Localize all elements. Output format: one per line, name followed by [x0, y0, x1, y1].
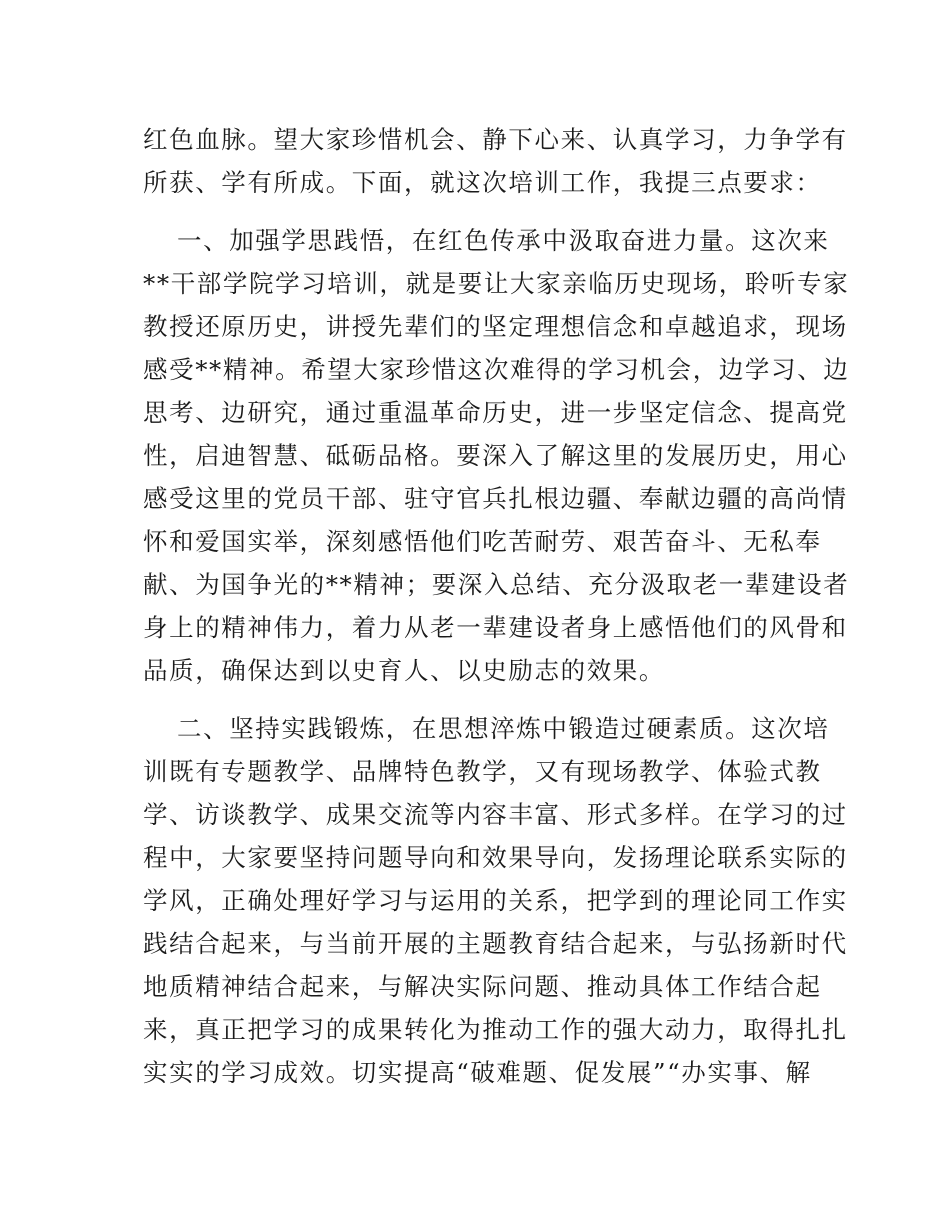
text-line: 践结合起来，与当前开展的主题教育结合起来，与弘扬新时代: [143, 929, 848, 958]
text-line: 训既有专题教学、品牌特色教学，又有现场教学、体验式教: [143, 757, 822, 786]
text-line: 性，启迪智慧、砥砺品格。要深入了解这里的发展历史，用心: [143, 441, 848, 470]
text-line: 怀和爱国实举，深刻感悟他们吃苦耐劳、艰苦奋斗、无私奉: [143, 527, 822, 556]
text-line: 红色血脉。望大家珍惜机会、静下心来、认真学习，力争学有: [143, 125, 848, 154]
text-line: 学风，正确处理好学习与运用的关系，把学到的理论同工作实: [143, 886, 848, 915]
text-line: 身上的精神伟力，着力从老一辈建设者身上感悟他们的风骨和: [143, 613, 848, 642]
text-line: 品质，确保达到以史育人、以史励志的效果。: [143, 656, 665, 685]
paragraph-2: [143, 219, 850, 692]
text-line: 一、加强学思践悟，在红色传承中汲取奋进力量。这次来: [177, 226, 830, 255]
text-line: 二、坚持实践锻炼，在思想淬炼中锻造过硬素质。这次培: [177, 714, 830, 743]
text-line: **干部学院学习培训，就是要让大家亲临历史现场，聆听专家: [143, 269, 850, 298]
text-line: 感受**精神。希望大家珍惜这次难得的学习机会，边学习、边: [143, 355, 850, 384]
text-line: 地质精神结合起来，与解决实际问题、推动具体工作结合起: [143, 972, 822, 1001]
text-line: 实实的学习成效。切实提高“破难题、促发展”“办实事、解: [143, 1058, 812, 1087]
text-line: 所获、学有所成。下面，就这次培训工作，我提三点要求：: [143, 168, 822, 197]
text-line: 思考、边研究，通过重温革命历史，进一步坚定信念、提高党: [143, 398, 848, 427]
text-line: 学、访谈教学、成果交流等内容丰富、形式多样。在学习的过: [143, 800, 848, 829]
paragraph-1: [143, 118, 848, 204]
text-line: 感受这里的党员干部、驻守官兵扎根边疆、奉献边疆的高尚情: [143, 484, 848, 513]
text-line: 程中，大家要坚持问题导向和效果导向，发扬理论联系实际的: [143, 843, 848, 872]
paragraph-3: [143, 707, 848, 1094]
text-line: 来，真正把学习的成果转化为推动工作的强大动力，取得扎扎: [143, 1015, 848, 1044]
text-line: 教授还原历史，讲授先辈们的坚定理想信念和卓越追求，现场: [143, 312, 848, 341]
text-line: 献、为国争光的**精神；要深入总结、充分汲取老一辈建设者: [143, 570, 850, 599]
document-body: [143, 118, 850, 1094]
